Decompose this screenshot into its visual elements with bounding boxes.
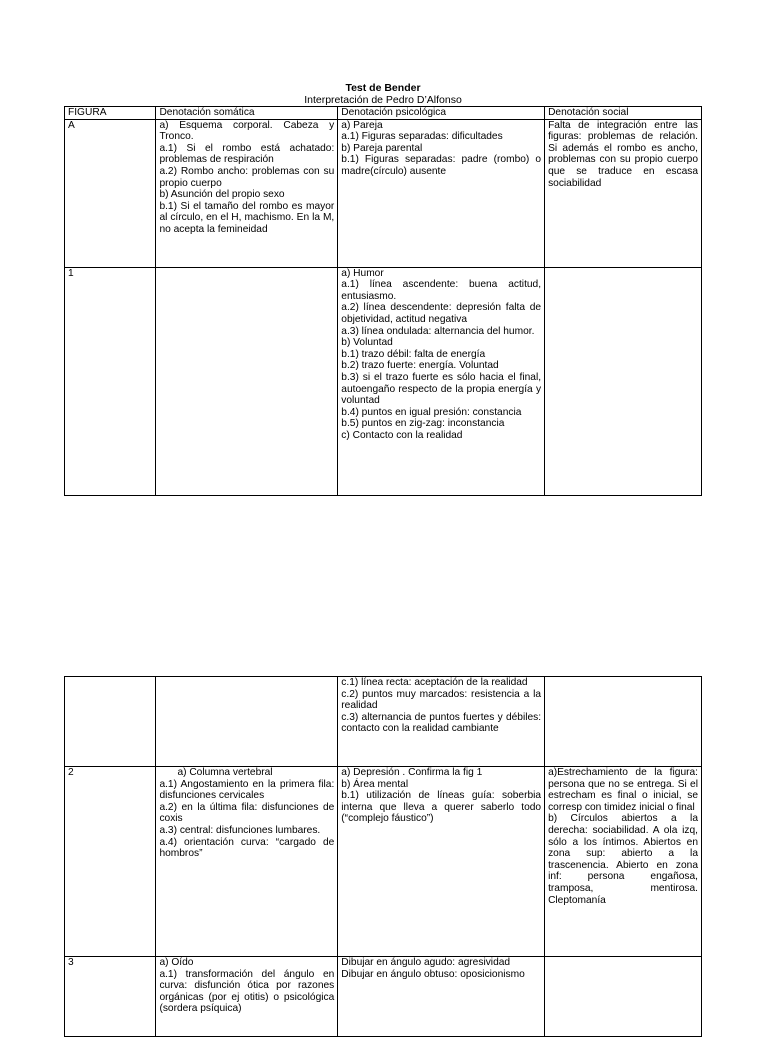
- cell-line: Dibujar en ángulo agudo: agresividad: [341, 957, 511, 968]
- cell-line: a.3) línea ondulada: alternancia del humor.: [341, 325, 535, 337]
- page-two: [64, 676, 702, 1037]
- cell-line: Dibujar en ángulo obtuso: oposicionismo: [341, 968, 525, 980]
- cell-line: b.5) puntos en zig-zag: inconstancia: [341, 418, 505, 430]
- cell-line: b.3) si el trazo fuerte es sólo hacia el final, autoengaño respecto de la propia energía y voluntad: [341, 371, 542, 407]
- header-somatica: Denotación somática: [156, 107, 338, 120]
- somatica-cell: [156, 267, 338, 495]
- document-subtitle: Interpretación de Pedro D’Alfonso: [304, 94, 462, 106]
- figura-cell: 1: [65, 267, 156, 495]
- cell-line: b) Área mental: [341, 778, 409, 790]
- table-row: [65, 677, 702, 767]
- psicologica-cell: [338, 677, 545, 767]
- psicologica-cell: [338, 957, 545, 1037]
- cell-line: a.2) Rombo ancho: problemas con su propio cuerpo: [159, 165, 335, 189]
- cell-line: b) Pareja parental: [341, 142, 423, 154]
- bender-table-part-2: [64, 676, 702, 1037]
- figura-cell: A: [65, 119, 156, 267]
- cell-line: a.1) Angostamiento en la primera fila: disfunciones cervicales: [159, 778, 335, 802]
- cell-line: b.2) trazo fuerte: energía. Voluntad: [341, 360, 499, 372]
- somatica-cell: [156, 957, 338, 1037]
- cell-line: b.1) Si el tamaño del rombo es mayor al círculo, en el H, machismo. En la M, no acepta la femineidad: [159, 200, 335, 235]
- table-row: [65, 119, 702, 267]
- cell-line: c.2) puntos muy marcados: resistencia a la realidad: [341, 688, 542, 712]
- cell-line: b) Asunción del propio sexo: [159, 189, 285, 201]
- cell-line: c) Contacto con la realidad: [341, 429, 463, 441]
- cell-line: a) Pareja: [341, 119, 383, 131]
- cell-line: Falta de integración entre las figuras: problemas de relación. Si además el rombo es ancho, problemas con su propio cuerpo que se traduce en escasa sociabilidad: [548, 119, 698, 189]
- cell-line: b.1) trazo débil: falta de energía: [341, 348, 486, 360]
- cell-line: c.1) línea recta: aceptación de la realidad: [341, 677, 528, 688]
- cell-line: b.4) puntos en igual presión: constancia: [341, 406, 522, 418]
- cell-line: a)Estrechamiento de la figura: persona que no se entrega. Si el estrecham es final o inicial, se corresp con timidez inicial o final: [548, 767, 698, 813]
- cell-line: a.1) línea ascendente: buena actitud, entusiasmo.: [341, 279, 542, 302]
- cell-line: a) Esquema corporal. Cabeza y Tronco.: [159, 119, 335, 143]
- document-title: Test de Bender: [345, 82, 421, 94]
- table-row: [65, 957, 702, 1037]
- cell-line: a.2) línea descendente: depresión falta de objetividad, actitud negativa: [341, 302, 542, 325]
- header-figura: FIGURA: [65, 107, 156, 120]
- cell-line: a.1) Figuras separadas: dificultades: [341, 131, 503, 143]
- cell-line: b) Círculos abiertos a la derecha: sociabilidad. A ola izq, sólo a los íntimos. Abiertos en zona sup: abierto a la trascenencia. Abierto en zona inf: persona engañosa, tramposa, mentirosa. Cleptomanía: [548, 813, 698, 906]
- cell-line: b.1) utilización de líneas guía: soberbia interna que lleva a querer saberlo todo (“complejo fáustico”): [341, 790, 542, 825]
- page-one: [64, 82, 702, 496]
- psicologica-cell: [338, 119, 545, 267]
- table-row: [65, 267, 702, 495]
- figura-cell: [65, 677, 156, 767]
- somatica-cell: [156, 119, 338, 267]
- cell-line: b) Voluntad: [341, 337, 393, 349]
- cell-line: a.4) orientación curva: “cargado de hombros”: [159, 836, 335, 860]
- cell-line: a) Columna vertebral: [177, 767, 273, 778]
- cell-line: b.1) Figuras separadas: padre (rombo) o madre(círculo) ausente: [341, 154, 542, 177]
- psicologica-cell: [338, 767, 545, 957]
- cell-line: a.1) transformación del ángulo en curva: disfunción ótica por razones orgánicas (por ej otitis) o psicológica (sordera psíquica): [159, 968, 335, 1015]
- cell-line: a) Depresión . Confirma la fig 1: [341, 767, 483, 778]
- figura-cell: 3: [65, 957, 156, 1037]
- social-cell: [545, 119, 702, 267]
- cell-line: a) Humor: [341, 267, 384, 279]
- psicologica-cell: [338, 267, 545, 495]
- header-social: Denotación social: [545, 107, 702, 120]
- social-cell: [545, 267, 702, 495]
- figura-cell: 2: [65, 767, 156, 957]
- cell-line: a.3) central: disfunciones lumbares.: [159, 824, 321, 836]
- header-row: [65, 107, 702, 120]
- social-cell: [545, 677, 702, 767]
- somatica-cell: [156, 767, 338, 957]
- social-cell: [545, 767, 702, 957]
- cell-line: a) Oído: [159, 957, 194, 968]
- cell-line: a.2) en la última fila: disfunciones de coxis: [159, 801, 335, 825]
- table-row: [65, 767, 702, 957]
- cell-line: a.1) Si el rombo está achatado: problemas de respiración: [159, 142, 335, 166]
- social-cell: [545, 957, 702, 1037]
- somatica-cell: [156, 677, 338, 767]
- bender-table-part-1: [64, 106, 702, 496]
- header-psicologica: Denotación psicológica: [338, 107, 545, 120]
- cell-line: c.3) alternancia de puntos fuertes y débiles: contacto con la realidad cambiante: [341, 711, 542, 735]
